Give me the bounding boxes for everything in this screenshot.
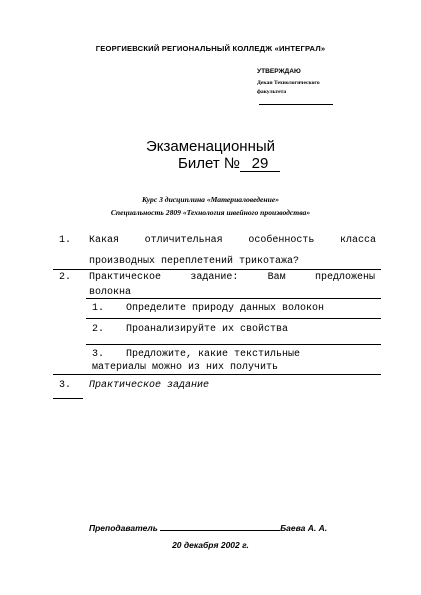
ticket-heading — [178, 155, 280, 172]
row-divider — [86, 298, 381, 299]
row-divider — [86, 318, 381, 319]
course-line: Курс 3 дисциплина «Материаловедение» — [141, 195, 280, 204]
college-name: ГЕОРГИЕВСКИЙ РЕГИОНАЛЬНЫЙ КОЛЛЕДЖ «ИНТЕГРАЛ» — [95, 44, 326, 53]
subtask-2-text: Проанализируйте их свойства — [126, 324, 289, 335]
exam-title: Экзаменационный — [145, 138, 276, 155]
ticket-number: 29 — [240, 156, 280, 172]
dean-title-line2: факультета — [257, 89, 287, 95]
subtask-1-text: Определите природу данных волокон — [126, 303, 325, 314]
teacher-signature-line — [89, 521, 327, 533]
ticket-label: Билет № — [178, 155, 240, 172]
row-divider — [53, 374, 381, 375]
subtask-3-text-line1: Предложите, какие текстильные — [126, 349, 301, 360]
dean-title-line1: Декан Технологического — [257, 80, 320, 86]
subtask-3-number: 3. — [92, 349, 105, 360]
question-1-text-line2: производных переплетений трикотажа? — [89, 256, 300, 267]
subtask-2-number: 2. — [92, 324, 105, 335]
subtask-1-number: 1. — [92, 303, 105, 314]
short-rule — [53, 398, 83, 399]
question-1-number: 1. — [59, 235, 72, 246]
signature-blank — [160, 521, 280, 531]
row-divider — [53, 269, 381, 270]
row-divider — [86, 344, 381, 345]
question-2-number: 2. — [59, 272, 72, 283]
question-3-text: Практическое задание — [89, 380, 210, 391]
question-2-text-line1: Практическое задание: Вам предложены — [89, 272, 375, 283]
question-2-text-line2: волокна — [89, 287, 132, 298]
approval-signature-line — [259, 104, 333, 105]
question-1-text-line1: Какая отличительная особенность класса — [89, 235, 376, 246]
teacher-name: Баева А. А. — [280, 523, 328, 533]
specialty-line: Специальность 2809 «Технология швейного производства» — [110, 208, 311, 217]
teacher-label: Преподаватель — [89, 523, 158, 533]
subtask-3-text-line2: материалы можно из них получить — [92, 362, 279, 373]
document-date: 20 декабря 2002 г. — [172, 540, 249, 550]
approve-label: УТВЕРЖДАЮ — [257, 68, 301, 75]
question-3-number: 3. — [59, 380, 72, 391]
